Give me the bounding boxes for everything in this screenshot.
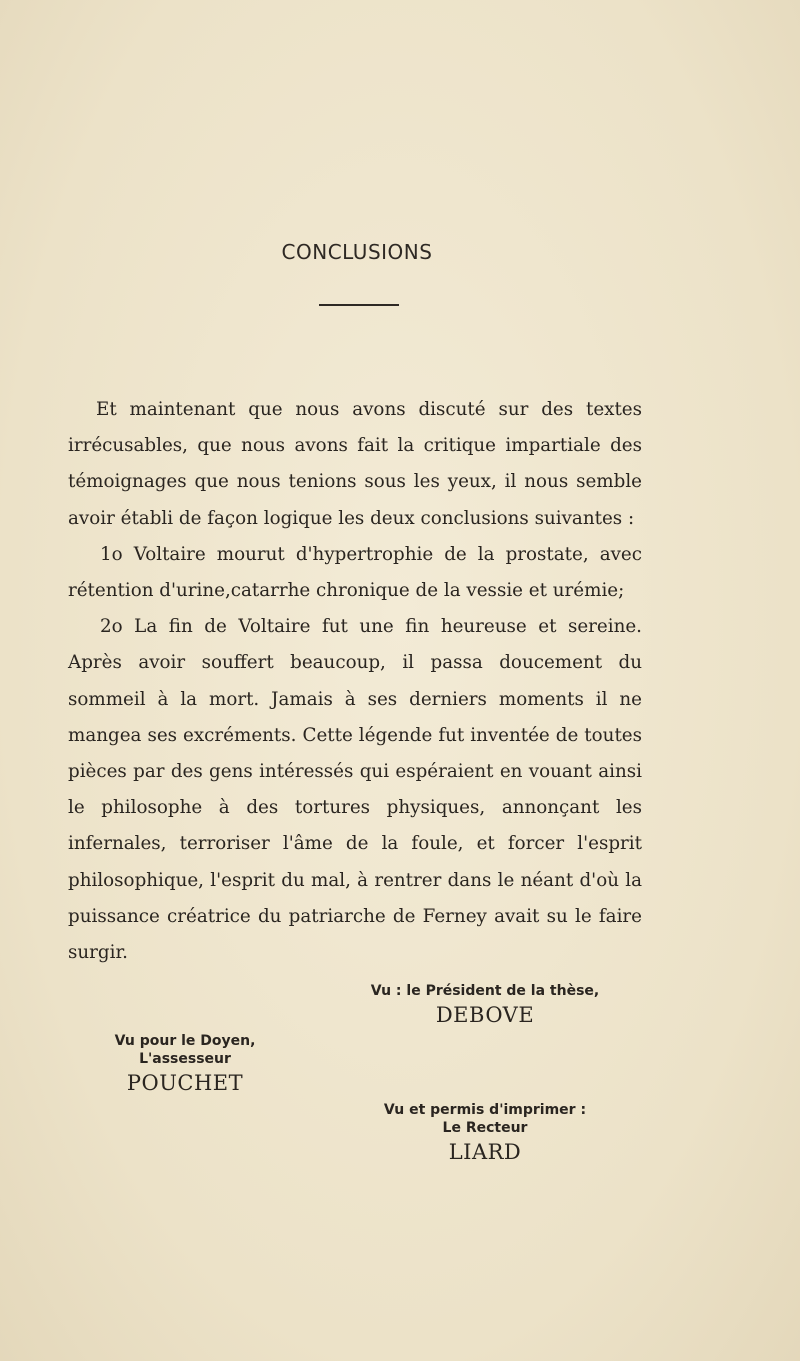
signature-rector xyxy=(370,1101,600,1167)
paragraph-conclusion-2: 2o La fin de Voltaire fut une fin heureuse et sereine. Après avoir souffert beaucoup, il passa doucement du sommeil à la mort. Jamais à ses derniers moments il ne mangea ses excréments. Cette légende fut inventée de toutes pièces par des gens intéressés qui espéraient en vouant ainsi le philosophe à des tortures physiques, annonçant les infernales, terroriser l'âme de la foule, et forcer l'esprit philosophique, l'esprit du mal, à rentrer dans le néant d'où la puissance créatrice du patriarche de Ferney avait su le faire surgir. xyxy=(68,616,642,964)
signature-rector-line1: Vu et permis d'imprimer : xyxy=(383,1102,587,1118)
signature-dean xyxy=(90,1032,280,1098)
signature-dean-name: POUCHET xyxy=(126,1071,244,1095)
signature-president-name: DEBOVE xyxy=(435,1003,535,1027)
signature-rector-line2: Le Recteur xyxy=(442,1120,528,1136)
title-divider xyxy=(319,304,399,306)
conclusions-body xyxy=(68,392,642,971)
signature-president xyxy=(340,982,630,1030)
signature-president-line: Vu : le Président de la thèse, xyxy=(370,983,600,999)
signature-dean-line1: Vu pour le Doyen, xyxy=(114,1033,256,1049)
signature-rector-name: LIARD xyxy=(448,1140,522,1164)
paragraph-conclusion-1: 1o Voltaire mourut d'hypertrophie de la prostate, avec rétention d'urine,catarrhe chronique de la vessie et urémie; xyxy=(68,543,642,602)
signature-dean-line2: L'assesseur xyxy=(139,1051,231,1067)
paragraph-intro: Et maintenant que nous avons discuté sur des textes irrécusables, que nous avons fait la critique impartiale des témoignages que nous tenions sous les yeux, il nous semble avoir établi de façon logique les deux conclusions suivantes : xyxy=(68,399,642,529)
page-title: CONCLUSIONS xyxy=(281,240,433,264)
